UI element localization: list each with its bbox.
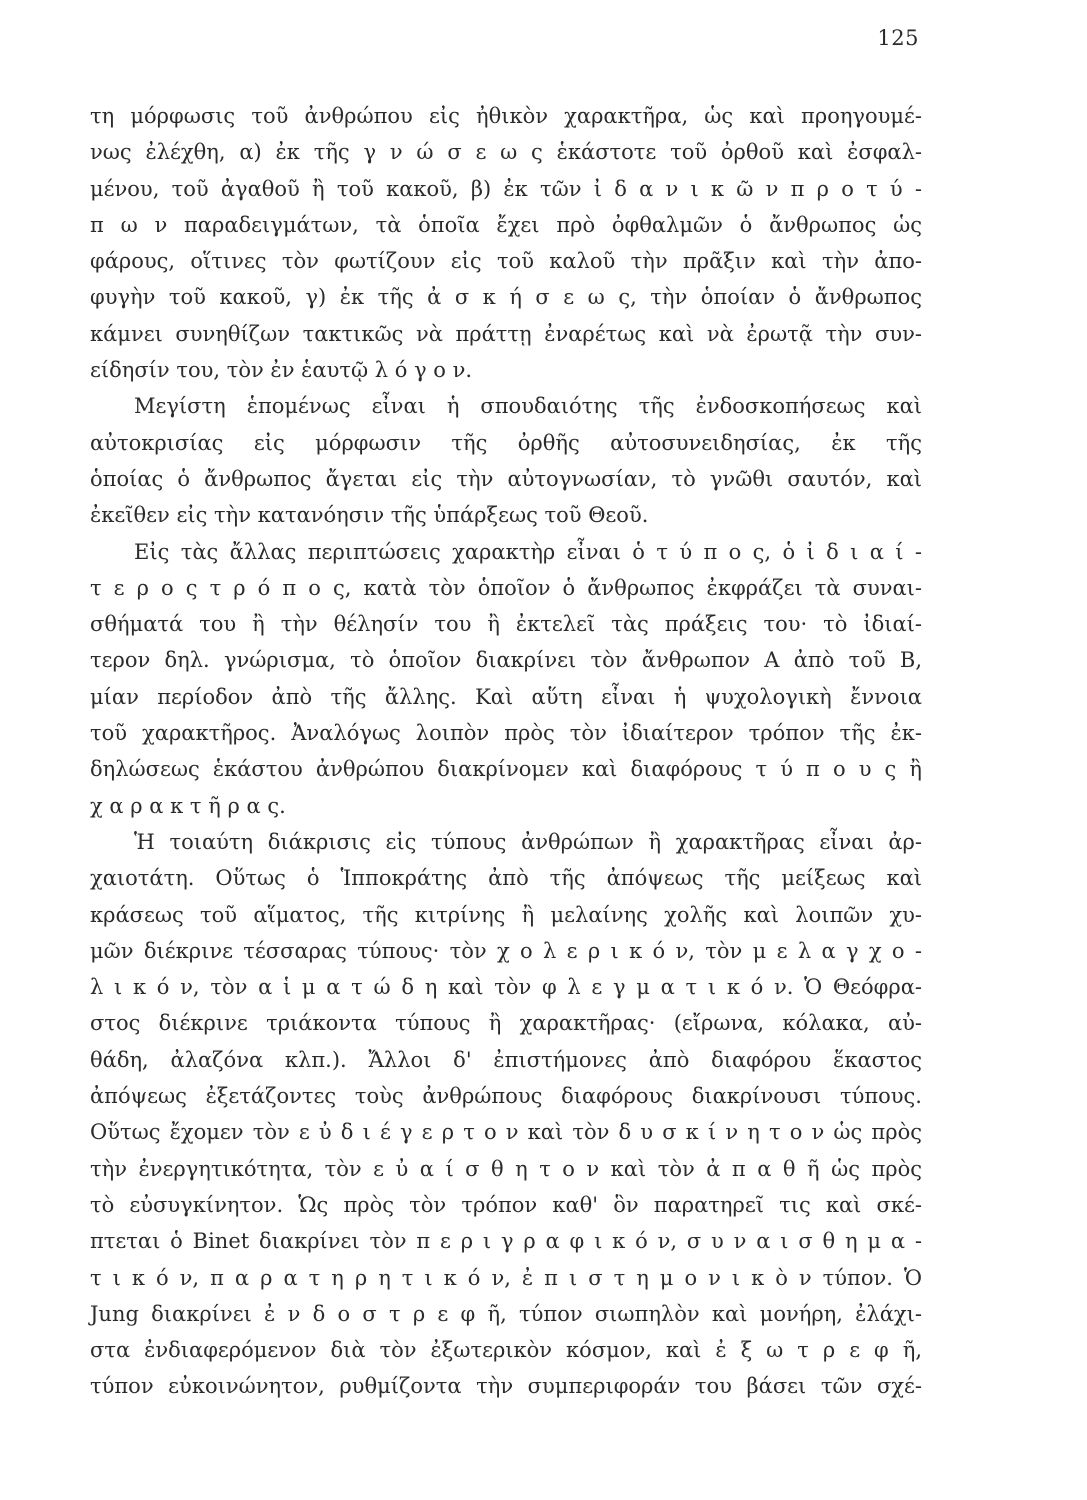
text-line: Ἡ τοιαύτη διάκρισις εἰς τύπους ἀνθρώπων ἢ χαρακτῆρας εἶναι ἀρ- (134, 829, 922, 854)
text-line: τὴν ἐνεργητικότητα, τὸν ε ὐ α ί σ θ η τ ο ν καὶ τὸν ἀ π α θ ῆ ὡς πρὸς (90, 1156, 922, 1181)
body-text (90, 98, 922, 1405)
text-line: αὐτοκρισίας εἰς μόρφωσιν τῆς ὀρθῆς αὐτοσυνειδησίας, ἐκ τῆς (90, 430, 922, 455)
text-line: τ ε ρ ο ς τ ρ ό π ο ς, κατὰ τὸν ὁποῖον ὁ ἄνθρωπος ἐκφράζει τὰ συναι- (90, 575, 922, 600)
text-line: Εἰς τὰς ἄλλας περιπτώσεις χαρακτὴρ εἶναι ὁ τ ύ π ο ς, ὁ ἰ δ ι α ί - (134, 539, 922, 564)
text-line: φάρους, οἵτινες τὸν φωτίζουν εἰς τοῦ καλοῦ τὴν πρᾶξιν καὶ τὴν ἀπο- (90, 249, 922, 274)
text-line: μῶν διέκρινε τέσσαρας τύπους· τὸν χ ο λ ε ρ ι κ ό ν, τὸν μ ε λ α γ χ ο - (90, 938, 922, 963)
text-line: νως ἐλέχθη, α) ἐκ τῆς γ ν ώ σ ε ω ς ἑκάστοτε τοῦ ὀρθοῦ καὶ ἐσφαλ- (90, 140, 922, 165)
text-line: ἀπόψεως ἐξετάζοντες τοὺς ἀνθρώπους διαφόρους διακρίνουσι τύπους. (90, 1084, 922, 1109)
text-line: σθήματά του ἢ τὴν θέλησίν του ἢ ἐκτελεῖ τὰς πράξεις του· τὸ ἰδιαί- (90, 612, 922, 637)
text-line: μένου, τοῦ ἀγαθοῦ ἢ τοῦ κακοῦ, β) ἐκ τῶν ἰ δ α ν ι κ ῶ ν π ρ ο τ ύ - (90, 176, 922, 201)
text-line: μίαν περίοδον ἀπὸ τῆς ἄλλης. Καὶ αὕτη εἶναι ἡ ψυχολογικὴ ἔννοια (90, 684, 922, 709)
text-line: πτεται ὁ Binet διακρίνει τὸν π ε ρ ι γ ρ α φ ι κ ό ν, σ υ ν α ι σ θ η μ α - (90, 1229, 922, 1254)
text-line: θάδη, ἀλαζόνα κλπ.). Ἄλλοι δ' ἐπιστήμονες ἀπὸ διαφόρου ἕκαστος (90, 1047, 922, 1072)
page-number: 125 (877, 26, 919, 50)
text-line: τοῦ χαρακτῆρος. Ἀναλόγως λοιπὸν πρὸς τὸν ἰδιαίτερον τρόπον τῆς ἐκ- (90, 721, 922, 746)
text-line: Μεγίστη ἑπομένως εἶναι ἡ σπουδαιότης τῆς ἐνδοσκοπήσεως καὶ (134, 394, 922, 419)
text-line: δηλώσεως ἑκάστου ἀνθρώπου διακρίνομεν καὶ διαφόρους τ ύ π ο υ ς ἢ (90, 757, 922, 782)
text-line: Οὕτως ἔχομεν τὸν ε ὐ δ ι έ γ ε ρ τ ο ν καὶ τὸν δ υ σ κ ί ν η τ ο ν ὡς πρὸς (90, 1120, 922, 1145)
text-line: λ ι κ ό ν, τὸν α ἱ μ α τ ώ δ η καὶ τὸν φ λ ε γ μ α τ ι κ ό ν. Ὁ Θεόφρα- (90, 975, 922, 1000)
text-line: ὁποίας ὁ ἄνθρωπος ἄγεται εἰς τὴν αὐτογνωσίαν, τὸ γνῶθι σαυτόν, καὶ (90, 466, 922, 491)
text-line: κάμνει συνηθίζων τακτικῶς νὰ πράττῃ ἐναρέτως καὶ νὰ ἐρωτᾷ τὴν συν- (90, 321, 922, 346)
text-line: χαιοτάτη. Οὕτως ὁ Ἱπποκράτης ἀπὸ τῆς ἀπόψεως τῆς μείξεως καὶ (90, 866, 922, 891)
text-line: τὸ εὐσυγκίνητον. Ὡς πρὸς τὸν τρόπον καθ' ὃν παρατηρεῖ τις καὶ σκέ- (90, 1192, 922, 1217)
text-line: κράσεως τοῦ αἵματος, τῆς κιτρίνης ἢ μελαίνης χολῆς καὶ λοιπῶν χυ- (90, 902, 922, 927)
text-line: τύπον εὐκοινώνητον, ρυθμίζοντα τὴν συμπεριφοράν του βάσει τῶν σχέ- (90, 1374, 922, 1399)
text-line: στα ἐνδιαφερόμενον διὰ τὸν ἐξωτερικὸν κόσμον, καὶ ἐ ξ ω τ ρ ε φ ῆ, (90, 1338, 922, 1363)
text-line: χ α ρ α κ τ ῆ ρ α ς. (90, 793, 286, 818)
text-line: τ ι κ ό ν, π α ρ α τ η ρ η τ ι κ ό ν, ἐ π ι σ τ η μ ο ν ι κ ὸ ν τύπον. Ὁ (90, 1265, 922, 1290)
text-line: τη μόρφωσις τοῦ ἀνθρώπου εἰς ἠθικὸν χαρακτῆρα, ὡς καὶ προηγουμέ- (90, 104, 922, 128)
text-line: στος διέκρινε τριάκοντα τύπους ἢ χαρακτῆρας· (εἴρωνα, κόλακα, αὐ- (90, 1011, 922, 1036)
text-line: είδησίν του, τὸν ἐν ἑαυτῷ λ ό γ ο ν. (90, 358, 473, 383)
text-line: π ω ν παραδειγμάτων, τὰ ὁποῖα ἔχει πρὸ ὀφθαλμῶν ὁ ἄνθρωπος ὡς (90, 212, 922, 237)
text-line: ἐκεῖθεν εἰς τὴν κατανόησιν τῆς ὑπάρξεως τοῦ Θεοῦ. (90, 503, 649, 528)
text-line: Jung διακρίνει ἐ ν δ ο σ τ ρ ε φ ῆ, τύπον σιωπηλὸν καὶ μονήρη, ἐλάχι- (90, 1301, 922, 1326)
text-line: φυγὴν τοῦ κακοῦ, γ) ἐκ τῆς ἀ σ κ ή σ ε ω ς, τὴν ὁποίαν ὁ ἄνθρωπος (90, 285, 922, 310)
text-line: τερον δηλ. γνώρισμα, τὸ ὁποῖον διακρίνει τὸν ἄνθρωπον Α ἀπὸ τοῦ Β, (90, 648, 922, 673)
